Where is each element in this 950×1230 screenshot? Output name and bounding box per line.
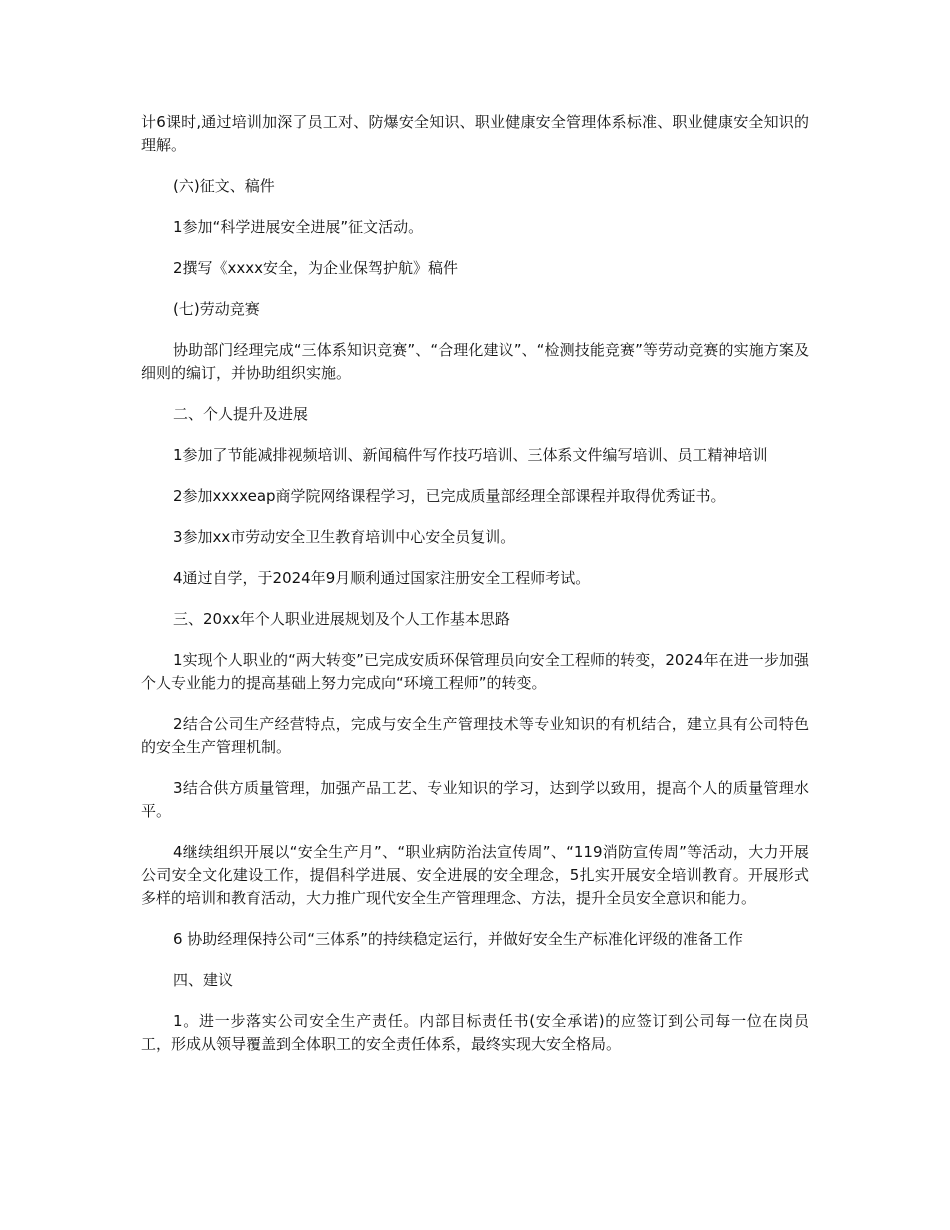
heading-essays: (六)征文、稿件 [173, 177, 275, 195]
paragraph-plan-1: 1实现个人职业的“两大转变”已完成安质环保管理员向安全工程师的转变，2024年在进一步加强个人专业能力的提高基础上努力完成向“环境工程师”的转变。 [141, 651, 809, 692]
paragraph-training-list: 1参加了节能减排视频培训、新闻稿件写作技巧培训、三体系文件编写培训、员工精神培训 [173, 446, 768, 464]
paragraph-manuscript: 2撰写《xxxx安全，为企业保驾护航》稿件 [173, 259, 459, 277]
paragraph-plan-2: 2结合公司生产经营特点，完成与安全生产管理技术等专业知识的有机结合，建立具有公司特色的安全生产管理机制。 [141, 715, 809, 756]
paragraph-essay-activity: 1参加“科学进展安全进展”征文活动。 [173, 218, 424, 236]
paragraph-safety-retraining: 3参加xx市劳动安全卫生教育培训中心安全员复训。 [173, 528, 516, 546]
paragraph-plan-6: 6 协助经理保持公司“三体系”的持续稳定运行，并做好安全生产标准化评级的准备工作 [173, 930, 743, 948]
paragraph-training-hours: 计6课时,通过培训加深了员工对、防爆安全知识、职业健康安全管理体系标准、职业健康安全知识的理解。 [141, 113, 809, 154]
heading-labor-competition: (七)劳动竞赛 [173, 300, 260, 318]
paragraph-online-course: 2参加xxxxeap商学院网络课程学习，已完成质量部经理全部课程并取得优秀证书。 [173, 487, 726, 505]
paragraph-plan-3: 3结合供方质量管理，加强产品工艺、专业知识的学习，达到学以致用，提高个人的质量管理水平。 [141, 779, 809, 820]
heading-personal-development: 二、个人提升及进展 [173, 405, 309, 423]
heading-career-plan: 三、20xx年个人职业进展规划及个人工作基本思路 [173, 610, 510, 628]
paragraph-suggestion-1: 1。进一步落实公司安全生产责任。内部目标责任书(安全承诺)的应签订到公司每一位在岗员工，形成从领导覆盖到全体职工的安全责任体系，最终实现大安全格局。 [141, 1012, 809, 1053]
paragraph-competition: 协助部门经理完成“三体系知识竞赛”、“合理化建议”、“检测技能竞赛”等劳动竞赛的实施方案及细则的编订，并协助组织实施。 [141, 341, 809, 382]
document-page [141, 111, 809, 1074]
paragraph-plan-4: 4继续组织开展以“安全生产月”、“职业病防治法宣传周”、“119消防宣传周”等活动，大力开展公司安全文化建设工作，提倡科学进展、安全进展的安全理念，5扎实开展安全培训教育。开展形式多样的培训和教育活动，大力推广现代安全生产管理理念、方法，提升全员安全意识和能力。 [141, 843, 809, 907]
heading-suggestions: 四、建议 [173, 971, 234, 989]
paragraph-engineer-exam: 4通过自学，于2024年9月顺利通过国家注册安全工程师考试。 [173, 569, 591, 587]
